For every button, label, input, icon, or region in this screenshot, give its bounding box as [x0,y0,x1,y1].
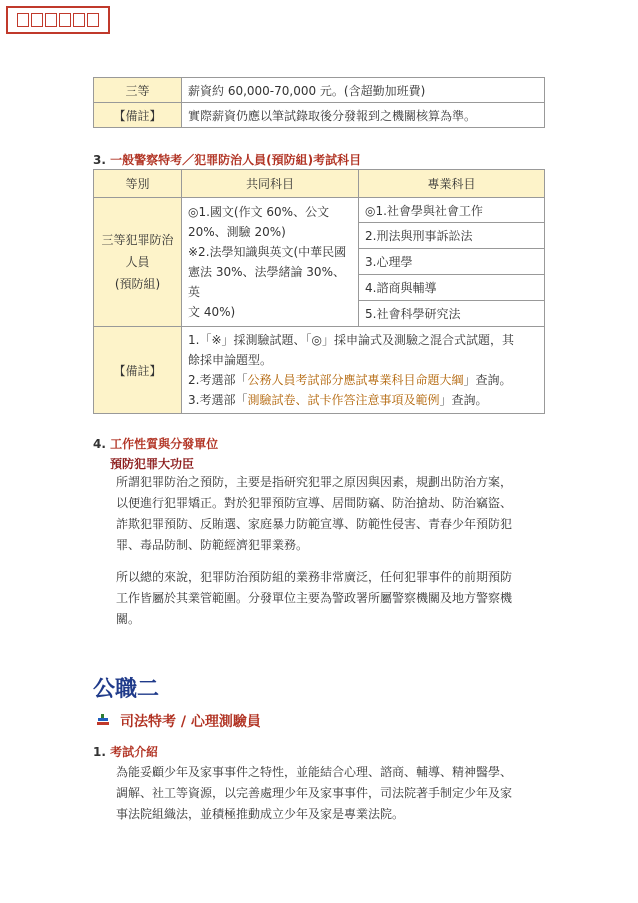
subject-cell: 3.心理學 [359,249,545,275]
header-grade: 等別 [94,170,182,198]
common-line: ※2.法學知識與英文(中華民國 [188,245,347,259]
header-professional: 專業科目 [359,170,545,198]
answer-instructions-link[interactable]: 測驗試卷、試卡作答注意事項及範例 [247,393,440,407]
remark-line [188,390,538,410]
top-left-stamp [6,6,110,34]
subject-cell: 2.刑法與刑事訴訟法 [359,223,545,249]
section-title: 工作性質與分發單位 [110,437,219,451]
remark-cell [182,327,545,414]
table-cell-label: 【備註】 [94,103,182,128]
exam-outline-link[interactable]: 公務人員考試部分應試專業科目命題大綱 [247,373,464,387]
paragraph-line: 詐欺犯罪預防、反賄選、家庭暴力防範宣導、防範性侵害、青春少年預防犯 [116,517,513,531]
paragraph [116,472,512,556]
subject-cell: ◎1.社會學與社會工作 [359,198,545,223]
paragraph-line: 關。 [116,612,141,626]
grade-line: 三等犯罪防治 [101,233,174,247]
table-cell-value: 薪資約 60,000-70,000 元。(含超勤加班費) [182,78,545,103]
judicial-exam-link[interactable]: 司法特考 / 心理測驗員 [120,714,261,730]
table-header-row [94,170,545,198]
subjects-table [93,169,545,414]
paragraph-line: 工作皆屬於其業管範圍。分發單位主要為警政署所屬警察機關及地方警察機 [116,591,513,605]
section-title: 考試介紹 [110,745,159,759]
section-subtitle: 預防犯罪大功臣 [110,457,195,471]
table-row [94,78,545,103]
table-cell-label: 三等 [94,78,182,103]
grade-line: 人員 [125,255,150,269]
remark-line [188,370,538,390]
books-icon [96,713,110,727]
remark-text: 3.考選部「 [188,393,248,407]
common-line: 憲法 30%、法學緒論 30%、英 [188,265,345,299]
paragraph-line: 事法院組織法，並積極推動成立少年及家是專業法院。 [116,807,405,821]
paragraph-line: 調解、社工等資源，以完善處理少年及家事事件，司法院著手制定少年及家 [116,786,513,800]
table-row [94,198,545,223]
remark-text: 」查詢。 [439,393,488,407]
table-row [94,327,545,414]
remark-text: 」查詢。 [463,373,512,387]
remark-line: 1.「※」採測驗試題、「◎」採申論式及測驗之混合式試題，其 [188,333,514,347]
section-title: 一般警察特考／犯罪防治人員(預防組)考試科目 [110,153,362,167]
remark-text: 2.考選部「 [188,373,248,387]
grade-line: (預防組) [114,277,161,291]
subject-cell: 4.諮商與輔導 [359,275,545,301]
table-cell-value: 實際薪資仍應以筆試錄取後分發報到之機關核算為準。 [182,103,545,128]
remark-label: 【備註】 [94,327,182,414]
remark-line: 餘採申論題型。 [188,353,273,367]
paragraph-line: 所以總的來說，犯罪防治預防組的業務非常廣泛，任何犯罪事件的前期預防 [116,570,513,584]
common-line: 文 40%) [188,305,236,319]
header-common: 共同科目 [182,170,359,198]
paragraph [116,567,512,630]
paragraph-line: 以便進行犯罪矯正。對於犯罪預防宣導、居間防竊、防治搶劫、防治竊盜、 [116,496,513,510]
common-line: ◎1.國文(作文 60%、公文 [188,205,330,219]
grade-cell [94,198,182,327]
section-heading-1 [93,743,158,760]
section-number: 1. [93,745,106,759]
paragraph-line: 為能妥顧少年及家事事件之特性，並能結合心理、諮商、輔導、精神醫學、 [116,765,513,779]
section-number: 4. [93,437,106,451]
paragraph-line: 罪、毒品防制、防範經濟犯罪業務。 [116,538,309,552]
section-heading-3 [93,151,361,168]
subject-cell: 5.社會科學研究法 [359,301,545,327]
paragraph-line: 所謂犯罪防治之預防，主要是指研究犯罪之原因與因素，規劃出防治方案， [116,475,513,489]
section-number: 3. [93,153,106,167]
table-row [94,103,545,128]
salary-table [93,77,545,128]
paragraph [116,762,512,825]
page-title: 公職二 [93,677,160,702]
common-line: 20%、測驗 20%) [188,225,286,239]
section-heading-4 [93,435,218,452]
common-subjects-cell [182,198,359,327]
